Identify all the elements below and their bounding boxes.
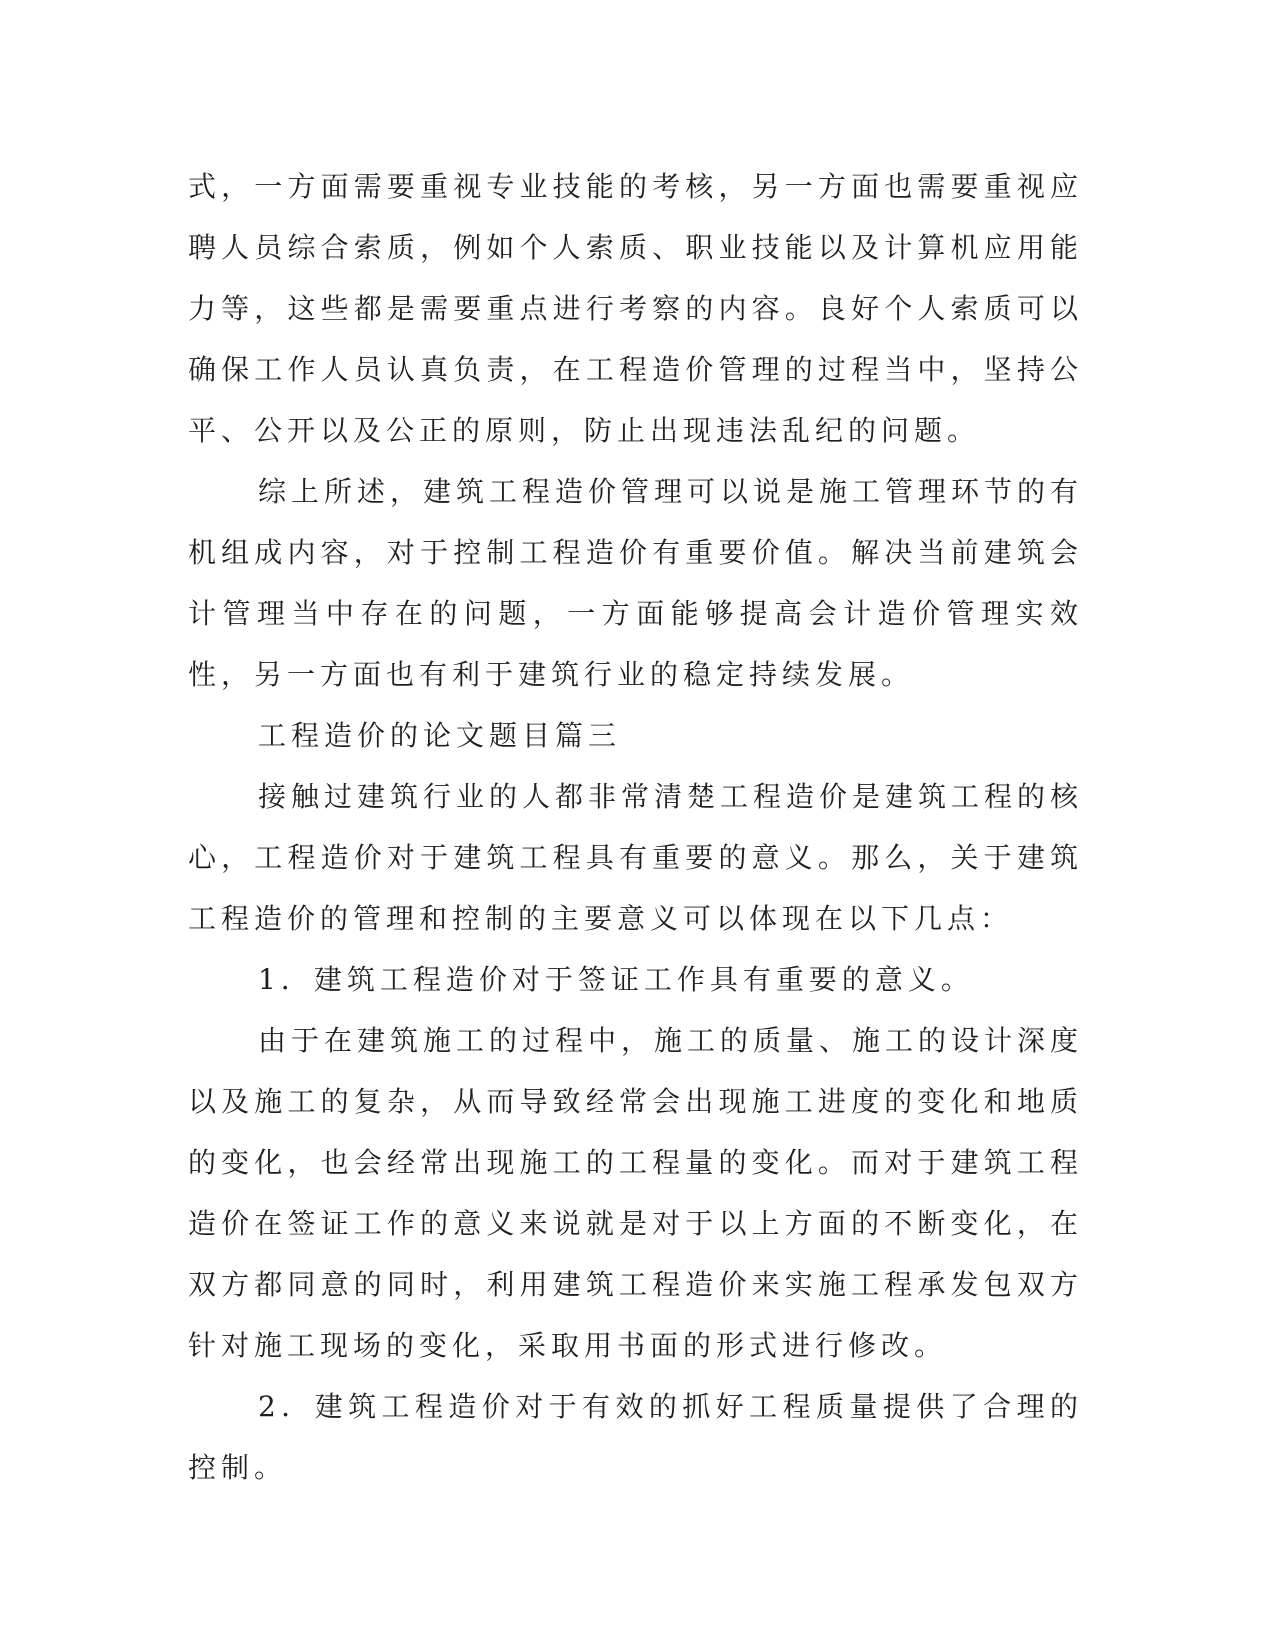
list-item-2: 2．建筑工程造价对于有效的抓好工程质量提供了合理的控制。: [188, 1390, 1083, 1484]
paragraph-detail: 由于在建筑施工的过程中，施工的质量、施工的设计深度以及施工的复杂，从而导致经常会出现施工进度的变化和地质的变化，也会经常出现施工的工程量的变化。而对于建筑工程造价在签证工作的意义来说就是对于以上方面的不断变化，在双方都同意的同时，利用建筑工程造价来实施工程承发包双方针对施工现场的变化，采取用书面的形式进行修改。: [188, 1024, 1084, 1362]
section-heading: 工程造价的论文题目篇三: [258, 719, 622, 752]
paragraph-continuation: 式，一方面需要重视专业技能的考核，另一方面也需要重视应聘人员综合索质，例如个人索质、职业技能以及计算机应用能力等，这些都是需要重点进行考察的内容。良好个人索质可以确保工作人员认真负责，在工程造价管理的过程当中，坚持公平、公开以及公正的原则，防止出现违法乱纪的问题。: [188, 170, 1083, 447]
paragraph-intro: 接触过建筑行业的人都非常清楚工程造价是建筑工程的核心，工程造价对于建筑工程具有重要的意义。那么，关于建筑工程造价的管理和控制的主要意义可以体现在以下几点：: [188, 780, 1084, 935]
paragraph-summary: 综上所述，建筑工程造价管理可以说是施工管理环节的有机组成内容，对于控制工程造价有重要价值。解决当前建筑会计管理当中存在的问题，一方面能够提高会计造价管理实效性，另一方面也有利于建筑行业的稳定持续发展。: [188, 475, 1084, 691]
list-item-1: 1．建筑工程造价对于签证工作具有重要的意义。: [258, 963, 974, 996]
document-body: [188, 156, 1083, 1498]
